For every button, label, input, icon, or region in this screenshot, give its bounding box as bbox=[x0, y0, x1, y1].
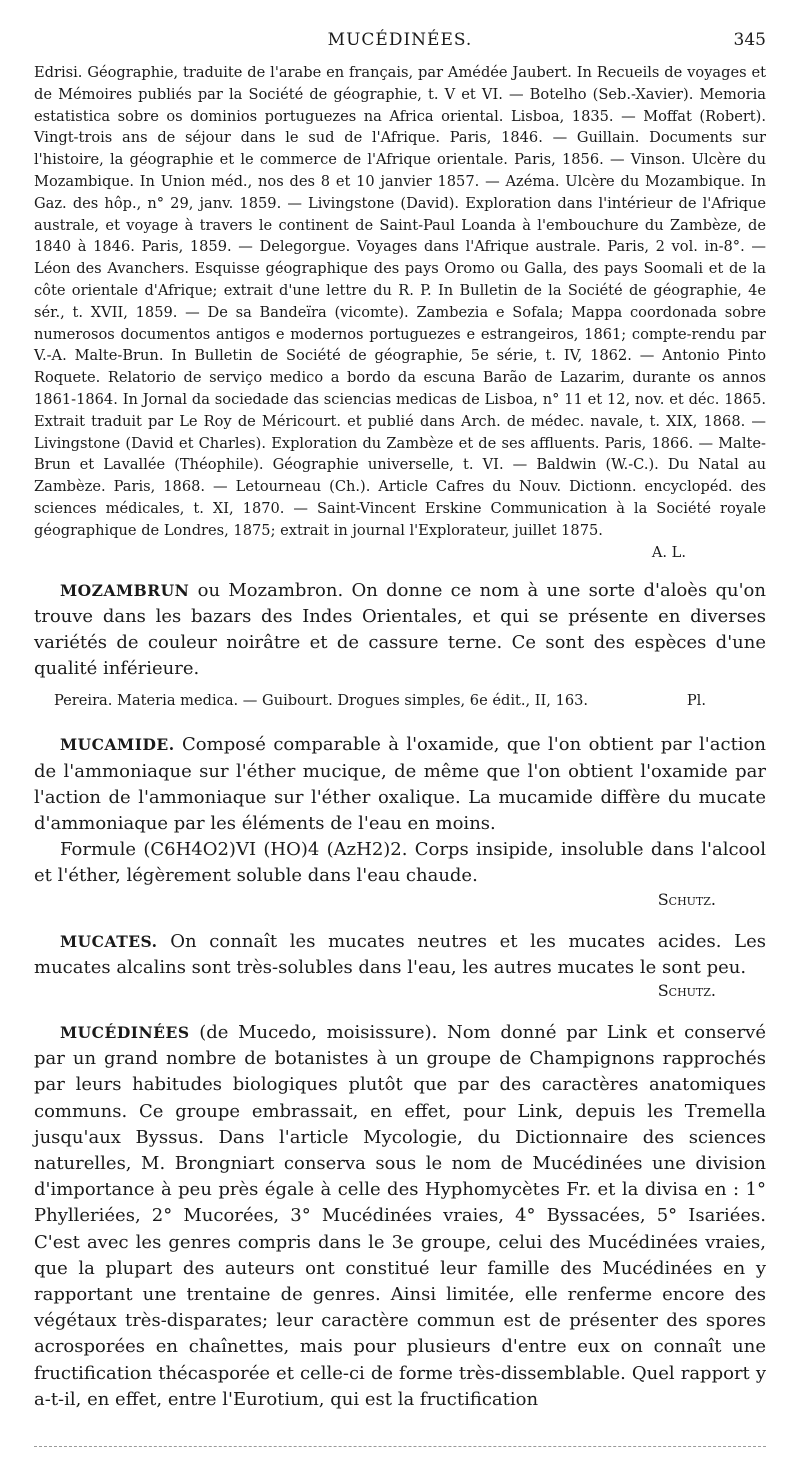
entry-body bbox=[34, 578, 766, 683]
entry-mucamide bbox=[34, 732, 766, 908]
entry-text: Composé comparable à l'oxamide, que l'on obtient par l'action de l'ammoniaque sur l'éther mucique, de même que l'on obtient l'oxamide par l'action de l'ammoniaque sur l'éther oxalique. La mucamide diffère du mucate d'ammoniaque par les éléments de l'eau en moins. bbox=[34, 734, 766, 834]
entry-mucates bbox=[34, 929, 766, 1000]
entry-headword: MUCAMIDE. bbox=[60, 735, 175, 755]
entry-headword: MOZAMBRUN bbox=[60, 580, 190, 600]
entry-body bbox=[34, 929, 766, 981]
entry-body bbox=[34, 1020, 766, 1413]
bottom-rule bbox=[34, 1446, 766, 1447]
entry-text: ou Mozambron. On donne ce nom à une sorte d'aloès qu'on trouve dans les bazars des Indes Orientales, et qui se présente en diverses variétés de couleur noirâtre et de cassure terne. Ce sont des espèces d'une qualité inférieure. bbox=[34, 579, 766, 680]
running-title: MUCÉDINÉES. bbox=[327, 30, 473, 50]
bibliography-paragraph: Edrisi. Géographie, traduite de l'arabe en français, par Amédée Jaubert. In Recueils de voyages et de Mémoires publiés par la Société de géographie, t. V et VI. — Botelho (Seb.-Xavier). Memoria estatistica sobre os dominios portuguezes na Africa oriental. Lisboa, 1835. — Moffat (Robert). Vingt-trois ans de séjour dans le sud de l'Afrique. Paris, 1846. — Guillain. Documents sur l'histoire, la géographie et le commerce de l'Afrique orientale. Paris, 1856. — Vinson. Ulcère du Mozambique. In Union méd., nos des 8 et 10 janvier 1857. — Azéma. Ulcère du Mozambique. In Gaz. des hôp., n° 29, janv. 1859. — Livingstone (David). Exploration dans l'intérieur de l'Afrique australe, et voyage à travers le continent de Saint-Paul Loanda à l'embouchure du Zambèze, de 1840 à 1846. Paris, 1859. — Delegorgue. Voyages dans l'Afrique australe. Paris, 2 vol. in-8°. — Léon des Avanchers. Esquisse géographique des pays Oromo ou Galla, des pays Soomali et de la côte orientale d'Afrique; extrait d'une lettre du R. P. In Bulletin de la Société de géographie, 4e sér., t. XVII, 1859. — De sa Bandeïra (vicomte). Zambezia e Sofala; Mappa coordonada sobre numerosos documentos antigos e modernos portuguezes e estrangeiros, 1861; compte-rendu par V.-A. Malte-Brun. In Bulletin de Société de géographie, 5e série, t. IV, 1862. — Antonio Pinto Roquete. Relatorio de serviço medico a bordo da escuna Barão de Lazarim, durante os annos 1861-1864. In Jornal da sociedade das sciencias medicas de Lisboa, n° 11 et 12, nov. et déc. 1865. Extrait traduit par Le Roy de Méricourt. et publié dans Arch. de médec. navale, t. XIX, 1868. — Livingstone (David et Charles). Exploration du Zambèze et de ses affluents. Paris, 1866. — Malte-Brun et Lavallée (Théophile). Géographie universelle, t. VI. — Baldwin (W.-C.). Du Natal au Zambèze. Paris, 1868. — Letourneau (Ch.). Article Cafres du Nouv. Dictionn. encyclopéd. des sciences médicales, t. XI, 1870. — Saint-Vincent Erskine Communication à la Société royale géographique de Londres, 1875; extrait in journal l'Explorateur, juillet 1875. bbox=[34, 64, 766, 539]
entry-reference-line bbox=[34, 690, 766, 712]
entry-mozambrun bbox=[34, 578, 766, 713]
bibliography-signature: A. L. bbox=[651, 543, 686, 561]
entry-formula: Formule (C6H4O2)VI (HO)4 (AzH2)2. Corps insipide, insoluble dans l'alcool et l'éther, légèrement soluble dans l'eau chaude. bbox=[34, 839, 766, 887]
entry-mucedinees bbox=[34, 1020, 766, 1413]
entry-headword: MUCATES. bbox=[60, 931, 158, 951]
entry-author: Schutz. bbox=[657, 980, 716, 1000]
entry-reference: Pereira. Materia medica. — Guibourt. Drogues simples, 6e édit., II, 163. bbox=[54, 692, 589, 710]
entry-author: Schutz. bbox=[657, 889, 716, 909]
entry-headword: MUCÉDINÉES bbox=[60, 1022, 190, 1042]
entry-body bbox=[34, 732, 766, 889]
entry-text: (de Mucedo, moisissure). Nom donné par Link et conservé par un grand nombre de botanistes à un groupe de Champignons rapprochés par leurs habitudes biologiques plutôt que par des caractères anatomiques communs. Ce groupe embrassait, en effet, pour Link, depuis les Tremella jusqu'aux Byssus. Dans l'article Mycologie, du Dictionnaire des sciences naturelles, M. Brongniart conserva sous le nom de Mucédinées une division d'importance à peu près égale à celle des Hyphomycètes Fr. et la divisa en : 1° Phylleriées, 2° Mucorées, 3° Mucédinées vraies, 4° Byssacées, 5° Isariées. C'est avec les genres compris dans le 3e groupe, celui des Mucédinées vraies, que la plupart des auteurs ont constitué leur famille des Mucédinées en y rapportant une trentaine de genres. Ainsi limitée, elle renferme encore des végétaux très-disparates; leur caractère commun est de présenter des spores acrosporées en chaînettes, mais pour plusieurs d'entre eux on connaît une fructification thécasporée et celle-ci de forme très-dissemblable. Quel rapport y a-t-il, en effet, entre l'Eurotium, qui est la fructification bbox=[34, 1021, 766, 1410]
page bbox=[34, 30, 766, 1413]
entry-text: On connaît les mucates neutres et les mucates acides. Les mucates alcalins sont très-solubles dans l'eau, les autres mucates le sont peu. bbox=[34, 930, 766, 978]
page-number: 345 bbox=[733, 30, 766, 50]
running-head bbox=[34, 30, 766, 58]
entry-author: Pl. bbox=[686, 692, 706, 710]
